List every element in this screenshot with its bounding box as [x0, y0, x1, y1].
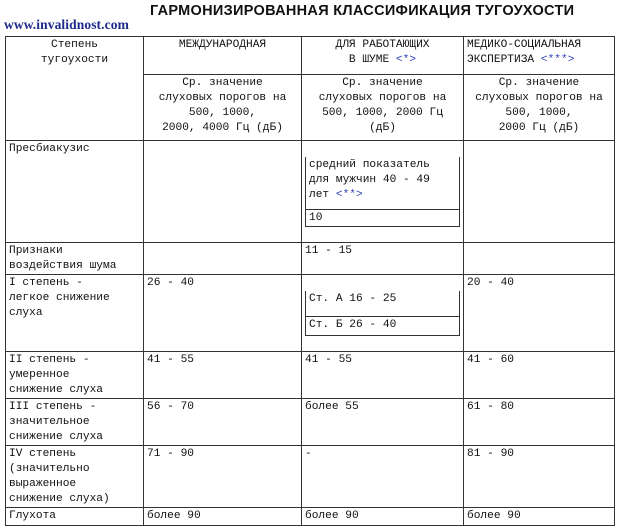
cell-workers: более 90: [302, 508, 464, 526]
cell-empty: [464, 242, 615, 274]
cell-international: 41 - 55: [144, 352, 302, 399]
cell-mse: 41 - 60: [464, 352, 615, 399]
subheader-workers: Ср. значение слуховых порогов на 500, 1000, 2000 Гц (дБ): [302, 75, 464, 141]
footnote-ref[interactable]: <***>: [540, 54, 575, 66]
cell-empty: [144, 242, 302, 274]
row-label: II степень - умеренное снижение слуха: [6, 352, 144, 399]
cell-mse: 61 - 80: [464, 399, 615, 446]
subheader-international: Ср. значение слуховых порогов на 500, 1000, 2000, 4000 Гц (дБ): [144, 75, 302, 141]
cell-workers-a: Ст. А 16 - 25: [306, 291, 460, 317]
cell-empty: [144, 141, 302, 243]
table-row: [6, 242, 615, 274]
cell-international: более 90: [144, 508, 302, 526]
cell-international: 26 - 40: [144, 274, 302, 352]
table-row: [6, 399, 615, 446]
row-label: I степень - легкое снижение слуха: [6, 274, 144, 352]
footnote-ref[interactable]: <**>: [335, 189, 363, 201]
split-cell: [305, 157, 460, 227]
header-degree: [6, 37, 144, 141]
subheader-mse: Ср. значение слуховых порогов на 500, 1000, 2000 Гц (дБ): [464, 75, 615, 141]
table-row: [6, 446, 615, 508]
cell-mse: 81 - 90: [464, 446, 615, 508]
classification-table: [5, 36, 615, 526]
cell-text: средний показатель для мужчин 40 - 49 лет: [309, 159, 430, 201]
header-international-label: МЕЖДУНАРОДНАЯ: [178, 39, 267, 51]
table-row: [6, 508, 615, 526]
table-row: [6, 141, 615, 243]
cell-international: 71 - 90: [144, 446, 302, 508]
table-row: [6, 274, 615, 352]
cell-workers: -: [302, 446, 464, 508]
row-label: Глухота: [6, 508, 144, 526]
site-url[interactable]: www.invalidnost.com: [4, 17, 129, 32]
header-mse-label: МЕДИКО-СОЦИАЛЬНАЯ ЭКСПЕРТИЗА: [467, 39, 582, 66]
cell-mse: более 90: [464, 508, 615, 526]
cell-international: 56 - 70: [144, 399, 302, 446]
header-mse: [464, 37, 615, 75]
table-header-row: [6, 37, 615, 75]
cell-workers-split: [302, 141, 464, 243]
header-degree-label: Степень тугоухости: [40, 39, 109, 66]
cell-workers-top: [306, 157, 460, 209]
cell-workers-split: [302, 274, 464, 352]
cell-workers: 11 - 15: [302, 242, 464, 274]
row-label: III степень - значительное снижение слуха: [6, 399, 144, 446]
cell-workers-bottom: 10: [306, 209, 460, 226]
header-international: [144, 37, 302, 75]
cell-workers-b: Ст. Б 26 - 40: [306, 317, 460, 336]
cell-workers: 41 - 55: [302, 352, 464, 399]
cell-workers: более 55: [302, 399, 464, 446]
row-label: IV степень (значительно выраженное снижение слуха): [6, 446, 144, 508]
cell-mse: 20 - 40: [464, 274, 615, 352]
header-workers-label: ДЛЯ РАБОТАЮЩИХ В ШУМЕ: [335, 39, 430, 66]
cell-empty: [464, 141, 615, 243]
header-workers: [302, 37, 464, 75]
page-title: ГАРМОНИЗИРОВАННАЯ КЛАССИФИКАЦИЯ ТУГОУХОСТИ: [150, 3, 575, 19]
split-cell: [305, 291, 460, 337]
table-row: [6, 352, 615, 399]
footnote-ref[interactable]: <*>: [395, 54, 417, 66]
row-label: Признаки воздействия шума: [6, 242, 144, 274]
row-label: Пресбиакузис: [6, 141, 144, 243]
